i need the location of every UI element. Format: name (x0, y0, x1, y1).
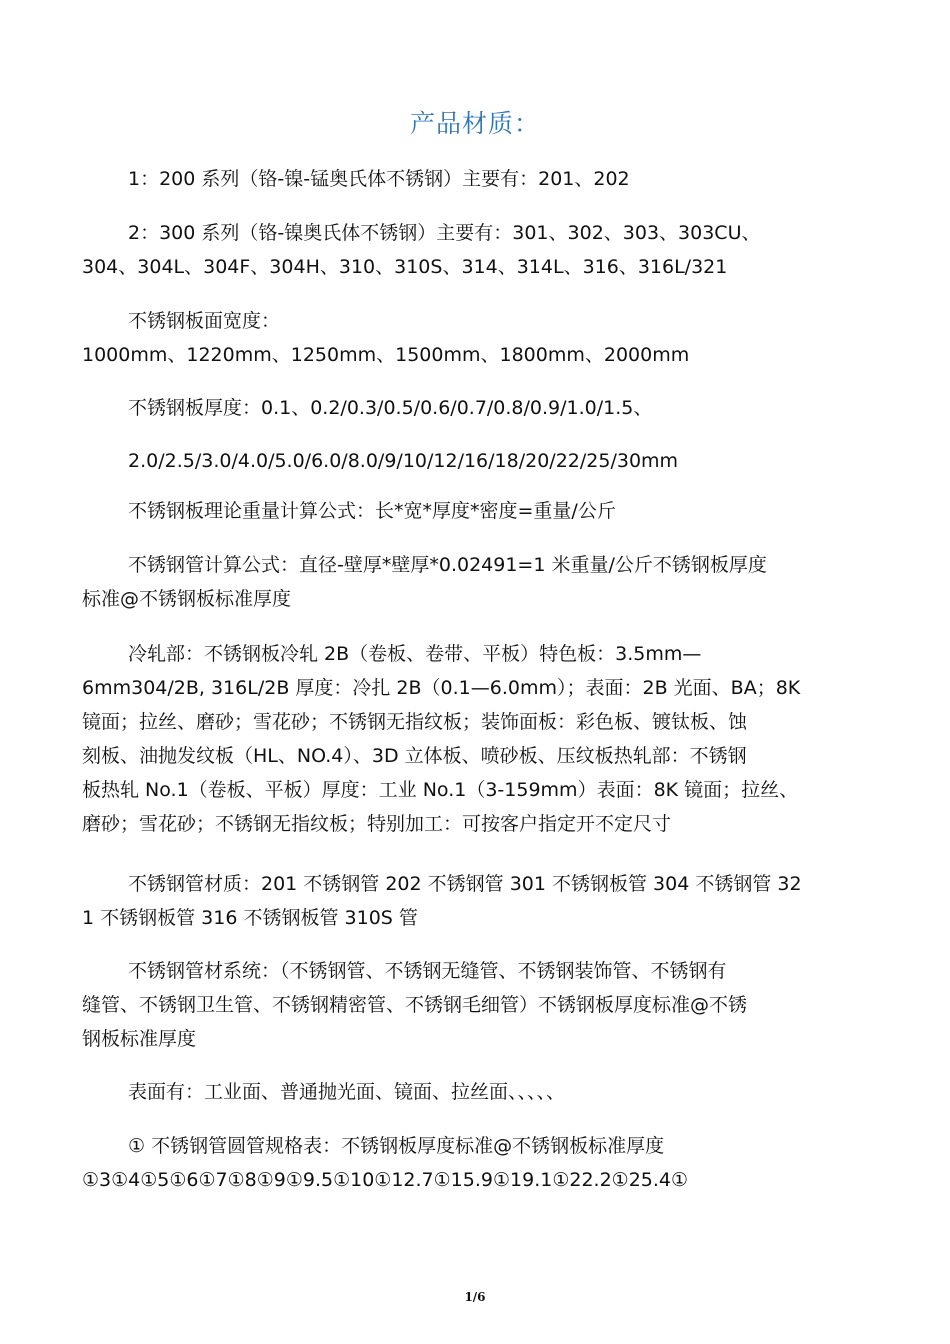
paragraph-300-series (82, 216, 872, 284)
text-line: 板热轧 No.1（卷板、平板）厚度：工业 No.1（3-159mm）表面：8K 镜面；拉丝、 (82, 779, 799, 801)
text-line: 不锈钢板厚度：0.1、0.2/0.3/0.5/0.6/0.7/0.8/0.9/1.0/1.5、 (128, 397, 653, 419)
paragraph-pipe-spec (82, 1129, 872, 1197)
paragraph-surface (82, 1075, 872, 1109)
text-line: 刻板、油抛发纹板（HL、NO.4）、3D 立体板、喷砂板、压纹板热轧部：不锈钢 (82, 745, 747, 767)
paragraph-pipe-material (82, 867, 872, 935)
paragraph-pipe-formula (82, 548, 872, 616)
text-line: 缝管、不锈钢卫生管、不锈钢精密管、不锈钢毛细管）不锈钢板厚度标准@不锈 (82, 994, 748, 1016)
text-line: 不锈钢管材质：201 不锈钢管 202 不锈钢管 301 不锈钢板管 304 不锈钢管 32 (128, 873, 802, 895)
page-title: 产品材质： (409, 109, 540, 138)
text-line: 钢板标准厚度 (82, 1028, 197, 1050)
paragraph-weight-formula (82, 494, 872, 528)
text-line: 1：200 系列（铬-镍-锰奥氏体不锈钢）主要有：201、202 (128, 168, 630, 190)
paragraph-thickness-values (82, 444, 872, 478)
text-line: 镜面；拉丝、磨砂；雪花砂；不锈钢无指纹板；装饰面板：彩色板、镀钛板、蚀 (82, 711, 748, 733)
text-line: 不锈钢管计算公式：直径-壁厚*壁厚*0.02491=1 米重量/公斤不锈钢板厚度 (128, 554, 767, 576)
paragraph-width (82, 304, 872, 372)
paragraph-200-series (82, 162, 872, 196)
text-line: 不锈钢板理论重量计算公式：长*宽*厚度*密度=重量/公斤 (128, 500, 616, 522)
text-line: 不锈钢板面宽度： (128, 310, 281, 332)
text-line: 1 不锈钢板管 316 不锈钢板管 310S 管 (82, 907, 418, 929)
paragraph-pipe-system (82, 954, 872, 1056)
paragraph-cold-rolled (82, 637, 872, 841)
text-line: ① 不锈钢管圆管规格表：不锈钢板厚度标准@不锈钢板标准厚度 (128, 1135, 665, 1157)
page-number: 1/6 (464, 1290, 486, 1304)
text-line: 表面有：工业面、普通抛光面、镜面、拉丝面、、、、、 (128, 1081, 566, 1103)
text-line: 304、304L、304F、304H、310、310S、314、314L、316、316L/321 (82, 256, 728, 278)
text-line: 磨砂；雪花砂；不锈钢无指纹板；特别加工：可按客户指定开不定尺寸 (82, 813, 672, 835)
text-line: 冷轧部：不锈钢板冷轧 2B（卷板、卷带、平板）特色板：3.5mm— (128, 643, 702, 665)
paragraph-thickness (82, 391, 872, 425)
text-line: 标准@不锈钢板标准厚度 (82, 588, 292, 610)
text-line: 2.0/2.5/3.0/4.0/5.0/6.0/8.0/9/10/12/16/18/20/22/25/30mm (128, 450, 679, 472)
text-line: 6mm304/2B, 316L/2B 厚度：冷扎 2B（0.1—6.0mm）；表面：2B 光面、BA；8K (82, 677, 801, 699)
text-line: 2：300 系列（铬-镍奥氏体不锈钢）主要有：301、302、303、303CU、 (128, 222, 761, 244)
text-line: 1000mm、1220mm、1250mm、1500mm、1800mm、2000mm (82, 344, 690, 366)
text-line: 不锈钢管材系统：（不锈钢管、不锈钢无缝管、不锈钢装饰管、不锈钢有 (128, 960, 727, 982)
text-line: ①3①4①5①6①7①8①9①9.5①10①12.7①15.9①19.1①22.2①25.4① (82, 1169, 689, 1191)
